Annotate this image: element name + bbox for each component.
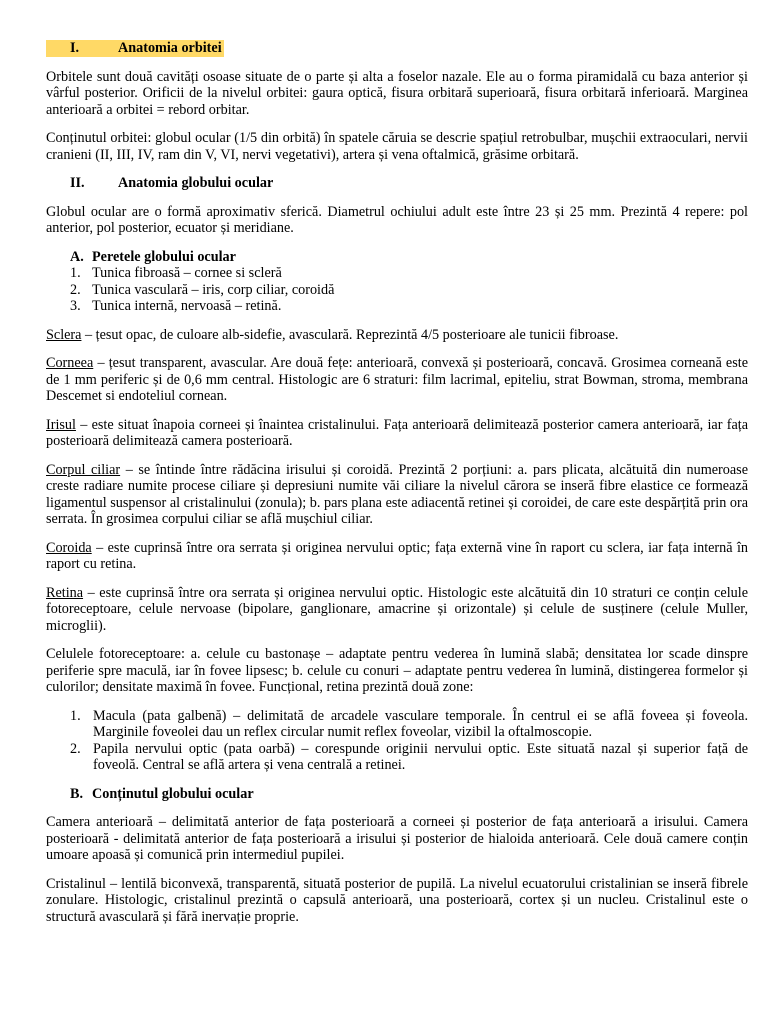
list-item-text: Macula (pata galbenă) – delimitată de arcadele vasculare temporale. În centrul ei se află foveea și foveola. Marginile foveolei dau un reflex circular numit reflex foveolar, vizibil la oftalmoscopie. bbox=[93, 707, 748, 740]
list-item bbox=[46, 282, 748, 299]
retina-text: – este cuprinsă între ora serrata și originea nervului optic. Histologic este alcătuită din 10 straturi ce conțin celule fotoreceptoare, celule nervoase (bipolare, ganglionare, amacrine și orizontale) și celule de susținere (celule Muller, microglii). bbox=[46, 584, 748, 634]
subsection-b-heading bbox=[46, 786, 748, 803]
section-1-heading-wrap bbox=[46, 40, 748, 57]
subsection-a-number: A. bbox=[70, 248, 84, 265]
section-2-title: Anatomia globului ocular bbox=[118, 175, 274, 191]
photoreceptors-paragraph: Celulele fotoreceptoare: a. celule cu bastonașe – adaptate pentru vederea în lumină slabă; densitatea lor scade dinspre periferie spre maculă, iar în fovee lipsesc; b. celule cu conuri – adaptate pentru vederea în lumină, distingerea formelor și culorilor; densitate maximă în fovee. Funcțional, retina prezintă două zone: bbox=[46, 646, 748, 695]
section-1-heading bbox=[46, 40, 224, 57]
list-item-number: 1. bbox=[70, 707, 81, 724]
sclera-term: Sclera bbox=[46, 326, 82, 343]
list-item-number: 3. bbox=[70, 298, 81, 314]
document-page bbox=[46, 40, 748, 937]
corpul-ciliar-paragraph bbox=[46, 462, 748, 528]
section-1-title: Anatomia orbitei bbox=[118, 40, 222, 56]
section-2-number: II. bbox=[70, 175, 85, 191]
subsection-b-title: Conținutul globului ocular bbox=[92, 785, 254, 802]
corneea-paragraph bbox=[46, 355, 748, 405]
retina-paragraph bbox=[46, 585, 748, 635]
list-item-number: 1. bbox=[70, 265, 81, 281]
list-item bbox=[46, 265, 748, 282]
coroida-term: Coroida bbox=[46, 539, 92, 556]
list-item-text: Tunica vasculară – iris, corp ciliar, coroidă bbox=[92, 281, 335, 298]
chambers-paragraph: Camera anterioară – delimitată anterior de fața posterioară a corneei și posterior de fața anterioară a irisului. Camera posterioară - delimitată anterior de fața posterioară a irisului și posterior de hialoida anterioară. Cele două camere conțin umoare apoasă și comunică prin intermediul pupilei. bbox=[46, 814, 748, 863]
subsection-b-number: B. bbox=[70, 785, 84, 802]
section-1-number: I. bbox=[70, 40, 80, 56]
irisul-paragraph bbox=[46, 417, 748, 450]
corpul-ciliar-term: Corpul ciliar bbox=[46, 461, 121, 478]
subsection-a-heading bbox=[46, 249, 748, 266]
section-2-heading bbox=[46, 175, 748, 192]
subsection-a-title: Peretele globului ocular bbox=[92, 248, 236, 265]
list-item-text: Tunica fibroasă – cornee si scleră bbox=[92, 265, 282, 281]
list-item-text: Papila nervului optic (pata oarbă) – corespunde originii nervului optic. Este situată nazal și superior față de foveolă. Central se află artera și vena centrală a retinei. bbox=[93, 740, 748, 773]
list-item-number: 2. bbox=[70, 281, 81, 298]
sclera-text: – țesut opac, de culoare alb-sidefie, avasculară. Reprezintă 4/5 posterioare ale tunicii fibroase. bbox=[81, 326, 619, 343]
coroida-paragraph bbox=[46, 540, 748, 573]
list-item-number: 2. bbox=[70, 740, 81, 757]
orbit-paragraph-2: Conținutul orbitei: globul ocular (1/5 din orbită) în spatele căruia se descrie spațiul retrobulbar, mușchii extraoculari, nervii cranieni (II, III, IV, ram din V, VI, nervi vegetativi), artera și vena oftalmică, grăsime orbitară. bbox=[46, 130, 748, 163]
corneea-term: Corneea bbox=[46, 355, 94, 371]
retina-zones-list bbox=[46, 708, 748, 774]
list-item-text: Tunica internă, nervoasă – retină. bbox=[92, 298, 282, 314]
coroida-text: – este cuprinsă între ora serrata și originea nervului optic; fața externă vine în raport cu sclera, iar fața internă în raport cu retina. bbox=[46, 539, 748, 572]
lens-paragraph: Cristalinul – lentilă biconvexă, transparentă, situată posterior de pupilă. La nivelul ecuatorului cristalinian se inseră fibrele zonulare. Histologic, cristalinul prezintă o capsulă anterioară, una posterioară, cortex și un nucleu. Cristalinul este o structură avasculară și fără inervație proprie. bbox=[46, 875, 748, 925]
tunics-list bbox=[46, 265, 748, 315]
sclera-paragraph bbox=[46, 327, 748, 344]
list-item bbox=[46, 298, 748, 315]
retina-term: Retina bbox=[46, 584, 84, 601]
corpul-ciliar-text: – se întinde între rădăcina irisului și coroidă. Prezintă 2 porțiuni: a. pars plicata, alcătuită din numeroase creste radiare numite procese ciliare și depresiuni numite văi ciliare la nivelul cărora se inseră fibre elastice ce formează ligamentul suspensor al cristalinului (zonula); b. pars plana este adiacentă retinei și coroidei, de care este despărțită prin ora serrata. În grosimea corpului ciliar se află mușchiul ciliar. bbox=[46, 461, 748, 527]
globe-paragraph-1: Globul ocular are o formă aproximativ sferică. Diametrul ochiului adult este între 23 și 25 mm. Prezintă 4 repere: pol anterior, pol posterior, ecuator și meridiane. bbox=[46, 203, 748, 236]
irisul-term: Irisul bbox=[46, 416, 76, 433]
list-item bbox=[46, 708, 748, 741]
corneea-text: – țesut transparent, avascular. Are două fețe: anterioară, convexă și posterioară, concavă. Grosimea corneană este de 1 mm periferic și de 0,6 mm central. Histologic are 6 straturi: film lacrimal, epiteliu, strat Bowman, stroma, membrana Descemet si endoteliul cornean. bbox=[46, 355, 748, 404]
list-item bbox=[46, 741, 748, 774]
orbit-paragraph-1: Orbitele sunt două cavități osoase situate de o parte și alta a foselor nazale. Ele au o forma piramidală cu baza anterior și vârful posterior. Orificii de la nivelul orbitei: gaura optică, fisura orbitară superioară, fisura orbitară inferioară. Marginea anterioară a orbitei = rebord orbitar. bbox=[46, 68, 748, 118]
irisul-text: – este situat înapoia corneei și înaintea cristalinului. Fața anterioară delimitează posterior camera anterioară, iar fața posterioară delimitează camera posterioară. bbox=[46, 416, 748, 449]
